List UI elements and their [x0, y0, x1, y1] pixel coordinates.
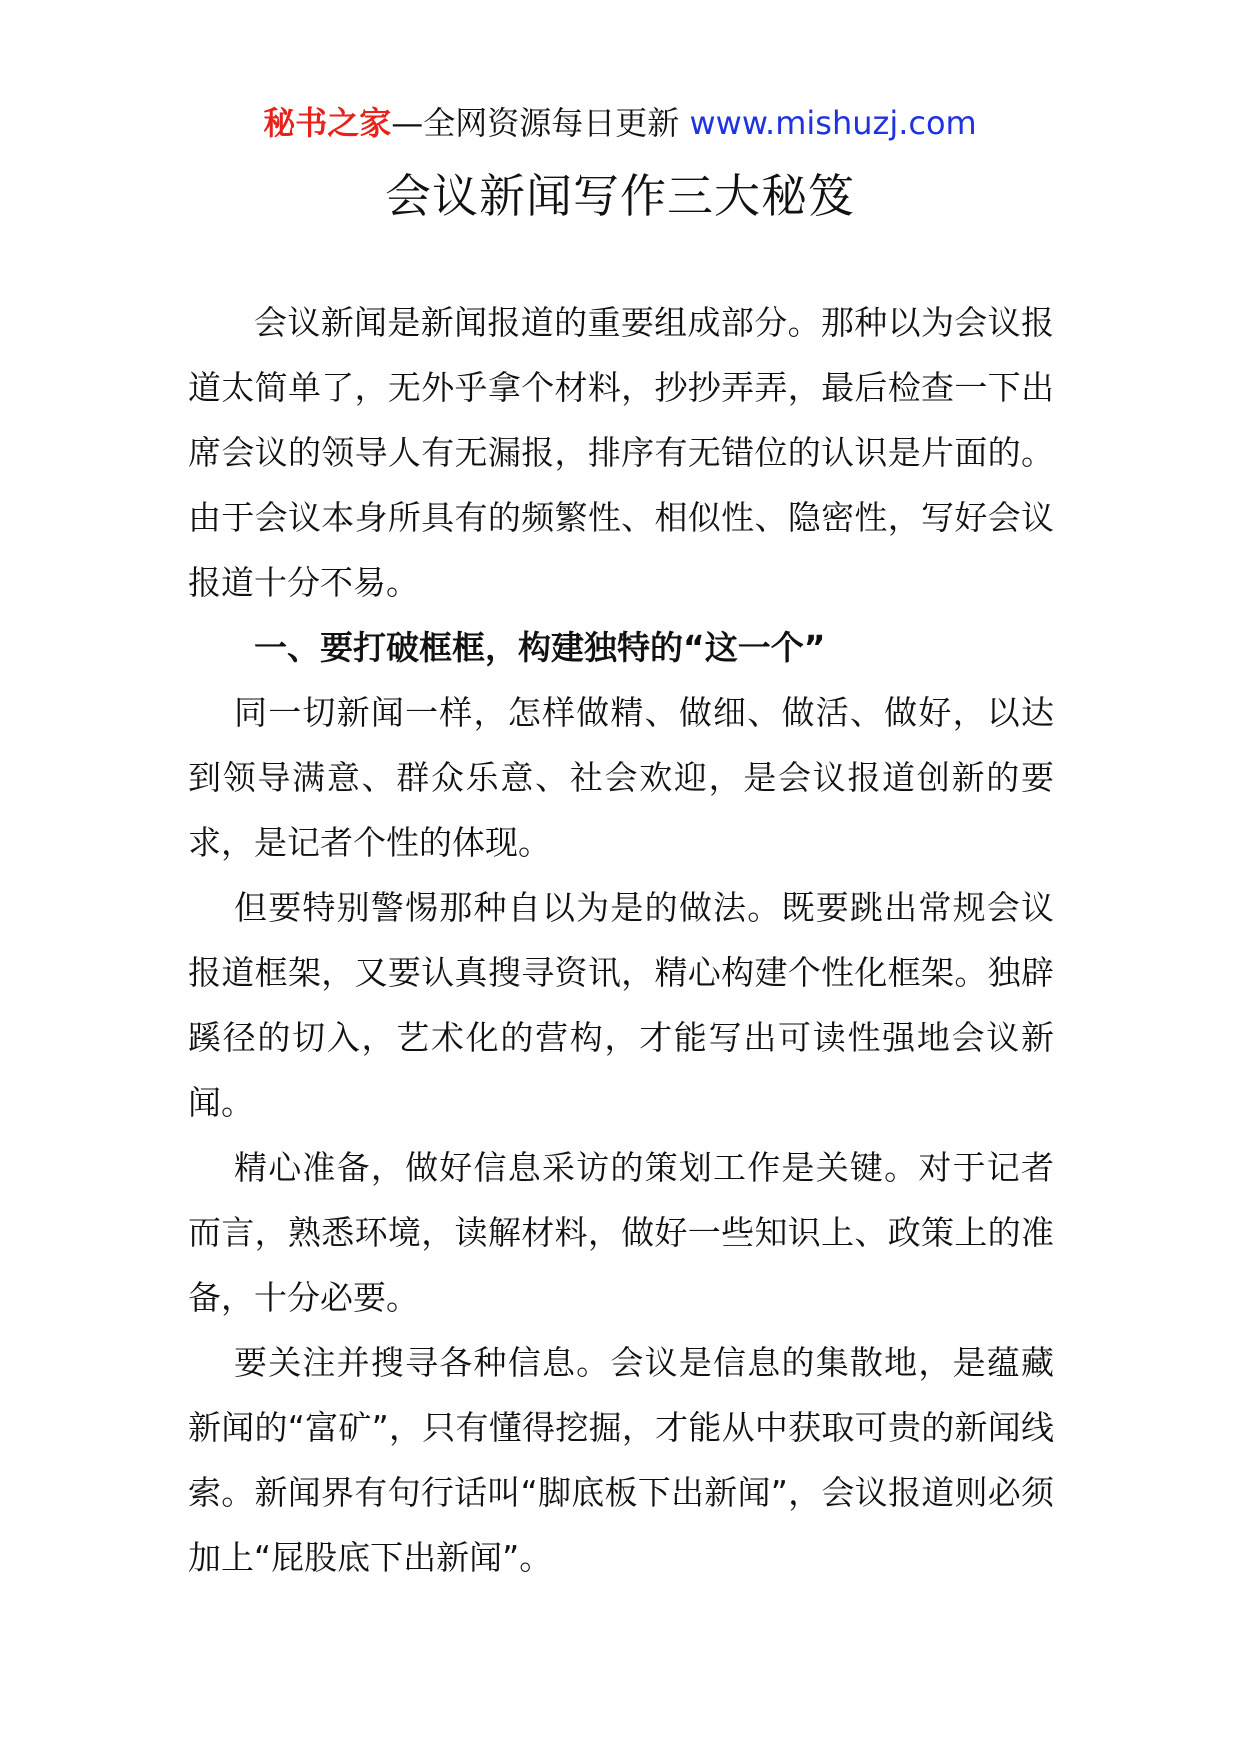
- paragraph: 精心准备，做好信息采访的策划工作是关键。对于记者而言，熟悉环境，读解材料，做好一些知识上、政策上的准备，十分必要。: [188, 1148, 1054, 1317]
- paragraph: 要关注并搜寻各种信息。会议是信息的集散地，是蕴藏新闻的“富矿”，只有懂得挖掘，才能从中获取可贵的新闻线索。新闻界有句行话叫“脚底板下出新闻”，会议报道则必须加上“屁股底下出新闻”。: [188, 1343, 1054, 1577]
- document-body: [188, 290, 1054, 1590]
- site-url-link[interactable]: www.mishuzj.com: [689, 104, 977, 142]
- section-heading-1: 一、要打破框框，构建独特的“这一个”: [254, 628, 826, 667]
- header-tagline: —全网资源每日更新: [391, 104, 680, 142]
- paragraph-intro: 会议新闻是新闻报道的重要组成部分。那种以为会议报道太简单了，无外乎拿个材料，抄抄弄弄，最后检查一下出席会议的领导人有无漏报，排序有无错位的认识是片面的。由于会议本身所具有的频繁性、相似性、隐密性，写好会议报道十分不易。: [188, 303, 1054, 602]
- brand-name: 秘书之家: [263, 104, 392, 142]
- site-header: [0, 100, 1240, 146]
- paragraph: 同一切新闻一样，怎样做精、做细、做活、做好，以达到领导满意、群众乐意、社会欢迎，是会议报道创新的要求，是记者个性的体现。: [188, 693, 1054, 862]
- paragraph: 但要特别警惕那种自以为是的做法。既要跳出常规会议报道框架，又要认真搜寻资讯，精心构建个性化框架。独辟蹊径的切入，艺术化的营构，才能写出可读性强地会议新闻。: [188, 888, 1054, 1122]
- document-title: 会议新闻写作三大秘笈: [385, 169, 855, 223]
